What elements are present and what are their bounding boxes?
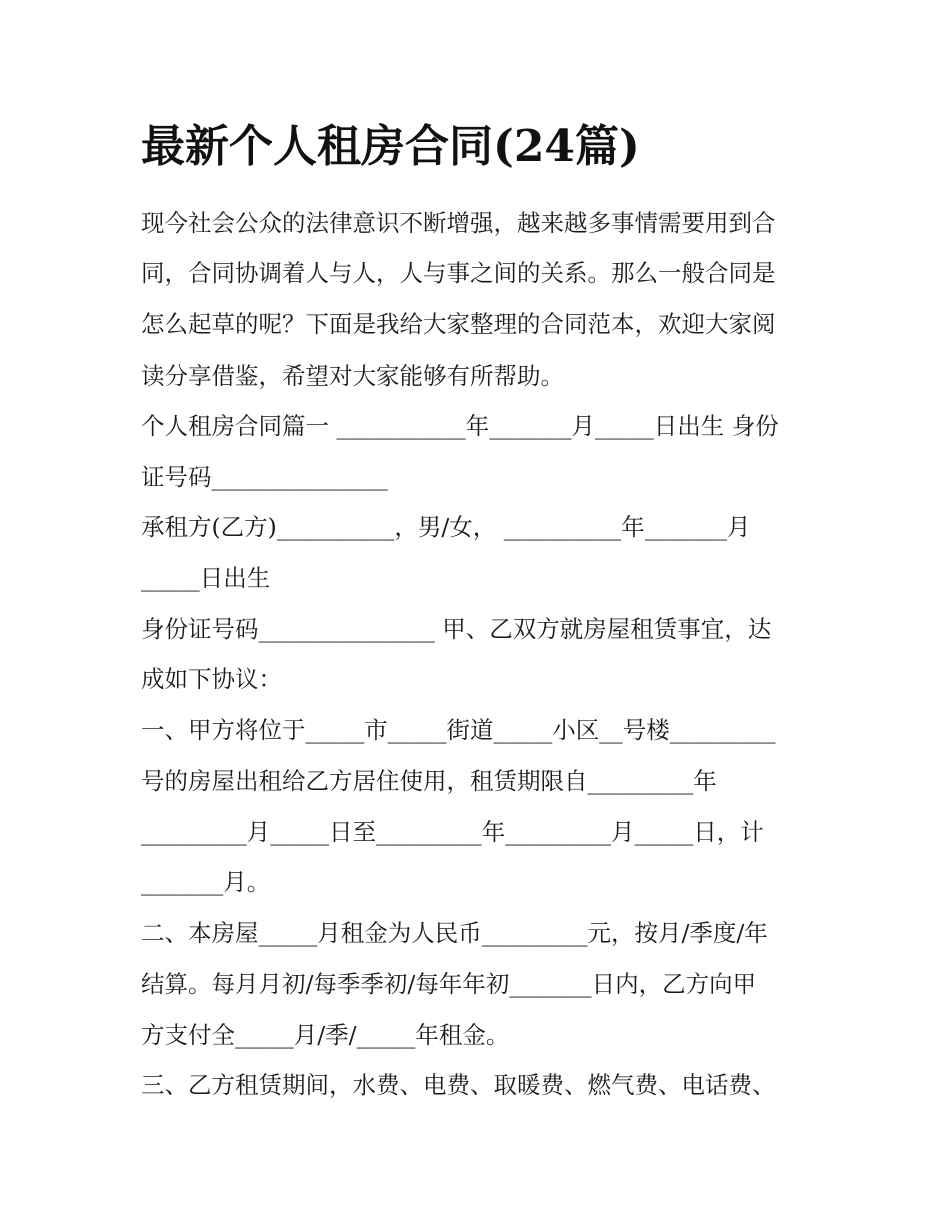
paragraph-line: 方支付全_____月/季/_____年租金。 (141, 1021, 510, 1049)
paragraph-line: _________月_____日至_________年_________月_____日，计 (141, 818, 764, 846)
paragraph-line: 结算。每月月初/每季季初/每年年初_______日内，乙方向甲 (141, 970, 757, 998)
paragraph-line: 一、甲方将位于_____市_____街道_____小区__号楼_________ (141, 716, 776, 744)
paragraph-line: 承租方(乙方)__________，男/女， __________年_______月 (141, 513, 751, 541)
paragraph-line: _______月。 (141, 868, 271, 896)
paragraph-line: 现今社会公众的法律意识不断增强，越来越多事情需要用到合 (141, 209, 776, 237)
paragraph-line: 号的房屋出租给乙方居住使用，租赁期限自_________年 (141, 767, 717, 795)
paragraph-line: 三、乙方租赁期间，水费、电费、取暖费、燃气费、电话费、 (141, 1071, 776, 1099)
paragraph-line: 二、本房屋_____月租金为人民币_________元，按月/季度/年 (141, 919, 768, 947)
paragraph-line: 个人租房合同篇一 ___________年_______月_____日出生 身份 (141, 412, 779, 440)
paragraph-line: 成如下协议： (141, 665, 282, 693)
paragraph-line: _____日出生 (141, 564, 271, 592)
paragraph-line: 怎么起草的呢？下面是我给大家整理的合同范本，欢迎大家阅 (141, 310, 776, 338)
paragraph-line: 读分享借鉴，希望对大家能够有所帮助。 (141, 362, 564, 390)
paragraph-line: 身份证号码_______________ 甲、乙双方就房屋租赁事宜，达 (141, 615, 772, 643)
paragraph-line: 证号码_______________ (141, 463, 388, 491)
paragraph-line: 同，合同协调着人与人，人与事之间的关系。那么一般合同是 (141, 259, 776, 287)
document-title: 最新个人租房合同(24篇) (141, 121, 640, 172)
